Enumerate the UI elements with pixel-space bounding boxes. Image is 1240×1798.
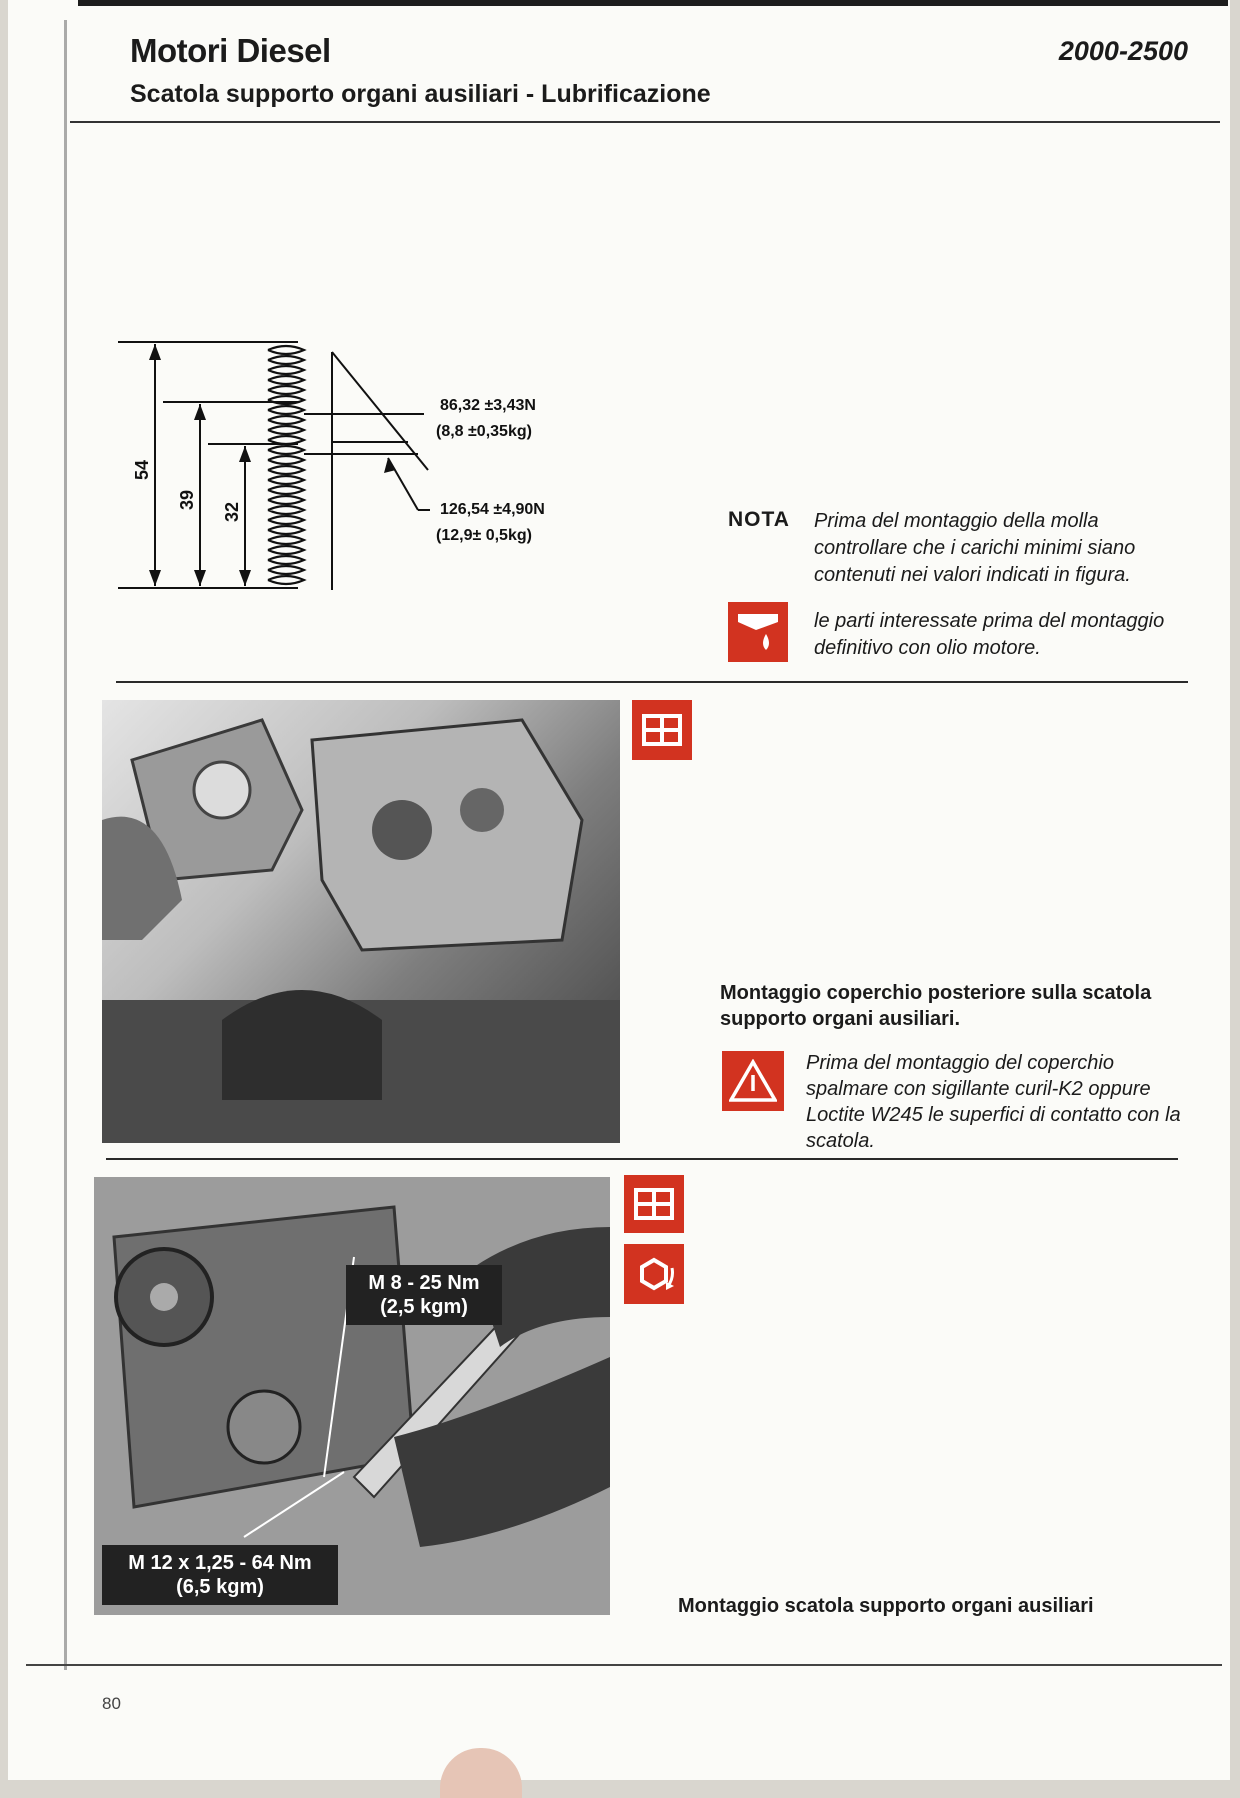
tool-icon <box>632 700 692 760</box>
load-1-newton: 86,32 ±3,43N <box>440 397 536 414</box>
nota-label: NOTA <box>728 508 790 531</box>
page-number: 80 <box>102 1694 121 1713</box>
footer-rule <box>26 1664 1222 1666</box>
torque-wrench-icon <box>624 1244 684 1304</box>
oil-can-icon <box>728 602 788 662</box>
binding-edge <box>64 20 67 1670</box>
page-title: Motori Diesel <box>130 32 331 69</box>
box-caption: Montaggio scatola supporto organi ausiliari <box>678 1595 1094 1617</box>
dim-label-54: 54 <box>132 459 152 480</box>
torque-tag-m12 <box>102 1545 338 1605</box>
top-edge <box>78 0 1228 6</box>
spring-coil <box>268 346 304 584</box>
torque-tag-m8-line1: M 8 - 25 Nm <box>368 1272 480 1294</box>
torque-tag-m12-line2: (6,5 kgm) <box>176 1576 264 1598</box>
section-divider <box>106 1158 1178 1160</box>
dim-label-32: 32 <box>222 501 242 522</box>
tool-icon <box>624 1175 684 1233</box>
nota-text: Prima del montaggio della molla controllare che i carichi minimi siano contenuti nei valori indicati in figura. <box>814 510 1136 586</box>
load-2-newton: 126,54 ±4,90N <box>440 501 545 518</box>
manual-page <box>8 0 1230 1780</box>
page-subtitle: Scatola supporto organi ausiliari - Lubrificazione <box>130 80 711 108</box>
header-rule <box>70 121 1220 123</box>
section-divider <box>116 681 1188 683</box>
model-range: 2000-2500 <box>1058 36 1188 66</box>
cover-assembly-photo <box>102 700 620 1143</box>
load-2-kg: (12,9± 0,5kg) <box>436 527 532 544</box>
torque-tag-m12-line1: M 12 x 1,25 - 64 Nm <box>128 1552 312 1574</box>
cover-caption: Montaggio coperchio posteriore sulla scatola supporto organi ausiliari. <box>720 982 1152 1030</box>
load-1-kg: (8,8 ±0,35kg) <box>436 423 532 440</box>
dim-label-39: 39 <box>177 489 197 510</box>
torque-tag-m8 <box>346 1265 502 1325</box>
torque-tag-m8-line2: (2,5 kgm) <box>380 1296 468 1318</box>
oil-instruction: le parti interessate prima del montaggio definitivo con olio motore. <box>814 610 1165 659</box>
spring-diagram <box>118 330 658 600</box>
warning-triangle-icon <box>722 1051 784 1111</box>
sealant-warning: Prima del montaggio del coperchio spalmare con sigillante curil-K2 oppure Loctite W245 le superfici di contatto con la scatola. <box>806 1052 1181 1152</box>
